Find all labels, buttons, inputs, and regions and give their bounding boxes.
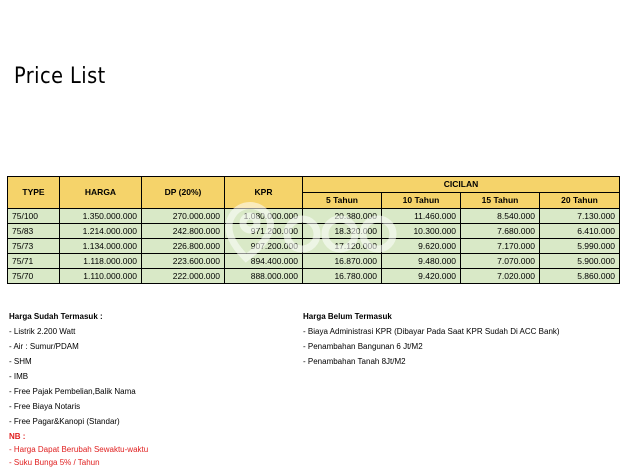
header-dp: DP (20%) <box>142 177 225 209</box>
nb-heading: NB : <box>9 432 26 441</box>
cell-c15: 7.070.000 <box>461 254 540 269</box>
table-row <box>8 209 620 224</box>
header-type: TYPE <box>8 177 60 209</box>
cell-c5: 17.120.000 <box>303 239 382 254</box>
list-item: - Free Pajak Pembelian,Balik Nama <box>9 387 136 396</box>
list-item: - Penambahan Tanah 8Jt/M2 <box>303 357 406 366</box>
header-15-tahun: 15 Tahun <box>461 193 540 209</box>
cell-c15: 8.540.000 <box>461 209 540 224</box>
header-20-tahun: 20 Tahun <box>540 193 620 209</box>
cell-dp: 242.800.000 <box>142 224 225 239</box>
cell-dp: 226.800.000 <box>142 239 225 254</box>
cell-harga: 1.118.000.000 <box>60 254 142 269</box>
list-item: - Suku Bunga 5% / Tahun <box>9 458 100 467</box>
page-title: Price List <box>14 64 106 89</box>
cell-c20: 5.900.000 <box>540 254 620 269</box>
cell-type: 75/100 <box>8 209 60 224</box>
header-kpr: KPR <box>225 177 303 209</box>
header-cicilan: CICILAN <box>303 177 620 193</box>
cell-harga: 1.214.000.000 <box>60 224 142 239</box>
header-harga: HARGA <box>60 177 142 209</box>
cell-dp: 270.000.000 <box>142 209 225 224</box>
cell-kpr: 1.080.000.000 <box>225 209 303 224</box>
cell-type: 75/70 <box>8 269 60 284</box>
nb-section <box>9 430 309 469</box>
cell-kpr: 894.400.000 <box>225 254 303 269</box>
table-row <box>8 239 620 254</box>
cell-dp: 223.600.000 <box>142 254 225 269</box>
cell-kpr: 907.200.000 <box>225 239 303 254</box>
cell-type: 75/71 <box>8 254 60 269</box>
cell-c5: 16.780.000 <box>303 269 382 284</box>
included-section <box>9 309 289 429</box>
list-item: - Harga Dapat Berubah Sewaktu-waktu <box>9 445 149 454</box>
cell-dp: 222.000.000 <box>142 269 225 284</box>
cell-c15: 7.170.000 <box>461 239 540 254</box>
list-item: - Listrik 2.200 Watt <box>9 327 76 336</box>
list-item: - SHM <box>9 357 32 366</box>
list-item: - Penambahan Bangunan 6 Jt/M2 <box>303 342 423 351</box>
cell-c20: 5.860.000 <box>540 269 620 284</box>
cell-c20: 5.990.000 <box>540 239 620 254</box>
cell-c20: 7.130.000 <box>540 209 620 224</box>
cell-c20: 6.410.000 <box>540 224 620 239</box>
price-table <box>7 176 620 284</box>
table-row <box>8 224 620 239</box>
cell-c10: 9.420.000 <box>382 269 461 284</box>
cell-c10: 10.300.000 <box>382 224 461 239</box>
excluded-section <box>303 309 613 369</box>
cell-c10: 9.620.000 <box>382 239 461 254</box>
list-item: - Free Pagar&Kanopi (Standar) <box>9 417 120 426</box>
cell-type: 75/83 <box>8 224 60 239</box>
cell-harga: 1.110.000.000 <box>60 269 142 284</box>
cell-type: 75/73 <box>8 239 60 254</box>
cell-harga: 1.350.000.000 <box>60 209 142 224</box>
cell-c15: 7.680.000 <box>461 224 540 239</box>
cell-harga: 1.134.000.000 <box>60 239 142 254</box>
cell-kpr: 971.200.000 <box>225 224 303 239</box>
header-5-tahun: 5 Tahun <box>303 193 382 209</box>
excluded-heading: Harga Belum Termasuk <box>303 312 392 321</box>
cell-c10: 9.480.000 <box>382 254 461 269</box>
cell-c5: 20.380.000 <box>303 209 382 224</box>
cell-kpr: 888.000.000 <box>225 269 303 284</box>
cell-c10: 11.460.000 <box>382 209 461 224</box>
header-10-tahun: 10 Tahun <box>382 193 461 209</box>
included-heading: Harga Sudah Termasuk : <box>9 312 103 321</box>
cell-c5: 16.870.000 <box>303 254 382 269</box>
cell-c5: 18.320.000 <box>303 224 382 239</box>
table-row <box>8 269 620 284</box>
table-row <box>8 254 620 269</box>
cell-c15: 7.020.000 <box>461 269 540 284</box>
list-item: - Air : Sumur/PDAM <box>9 342 79 351</box>
list-item: - IMB <box>9 372 29 381</box>
list-item: - Free Biaya Notaris <box>9 402 81 411</box>
list-item: - Biaya Administrasi KPR (Dibayar Pada Saat KPR Sudah Di ACC Bank) <box>303 327 560 336</box>
